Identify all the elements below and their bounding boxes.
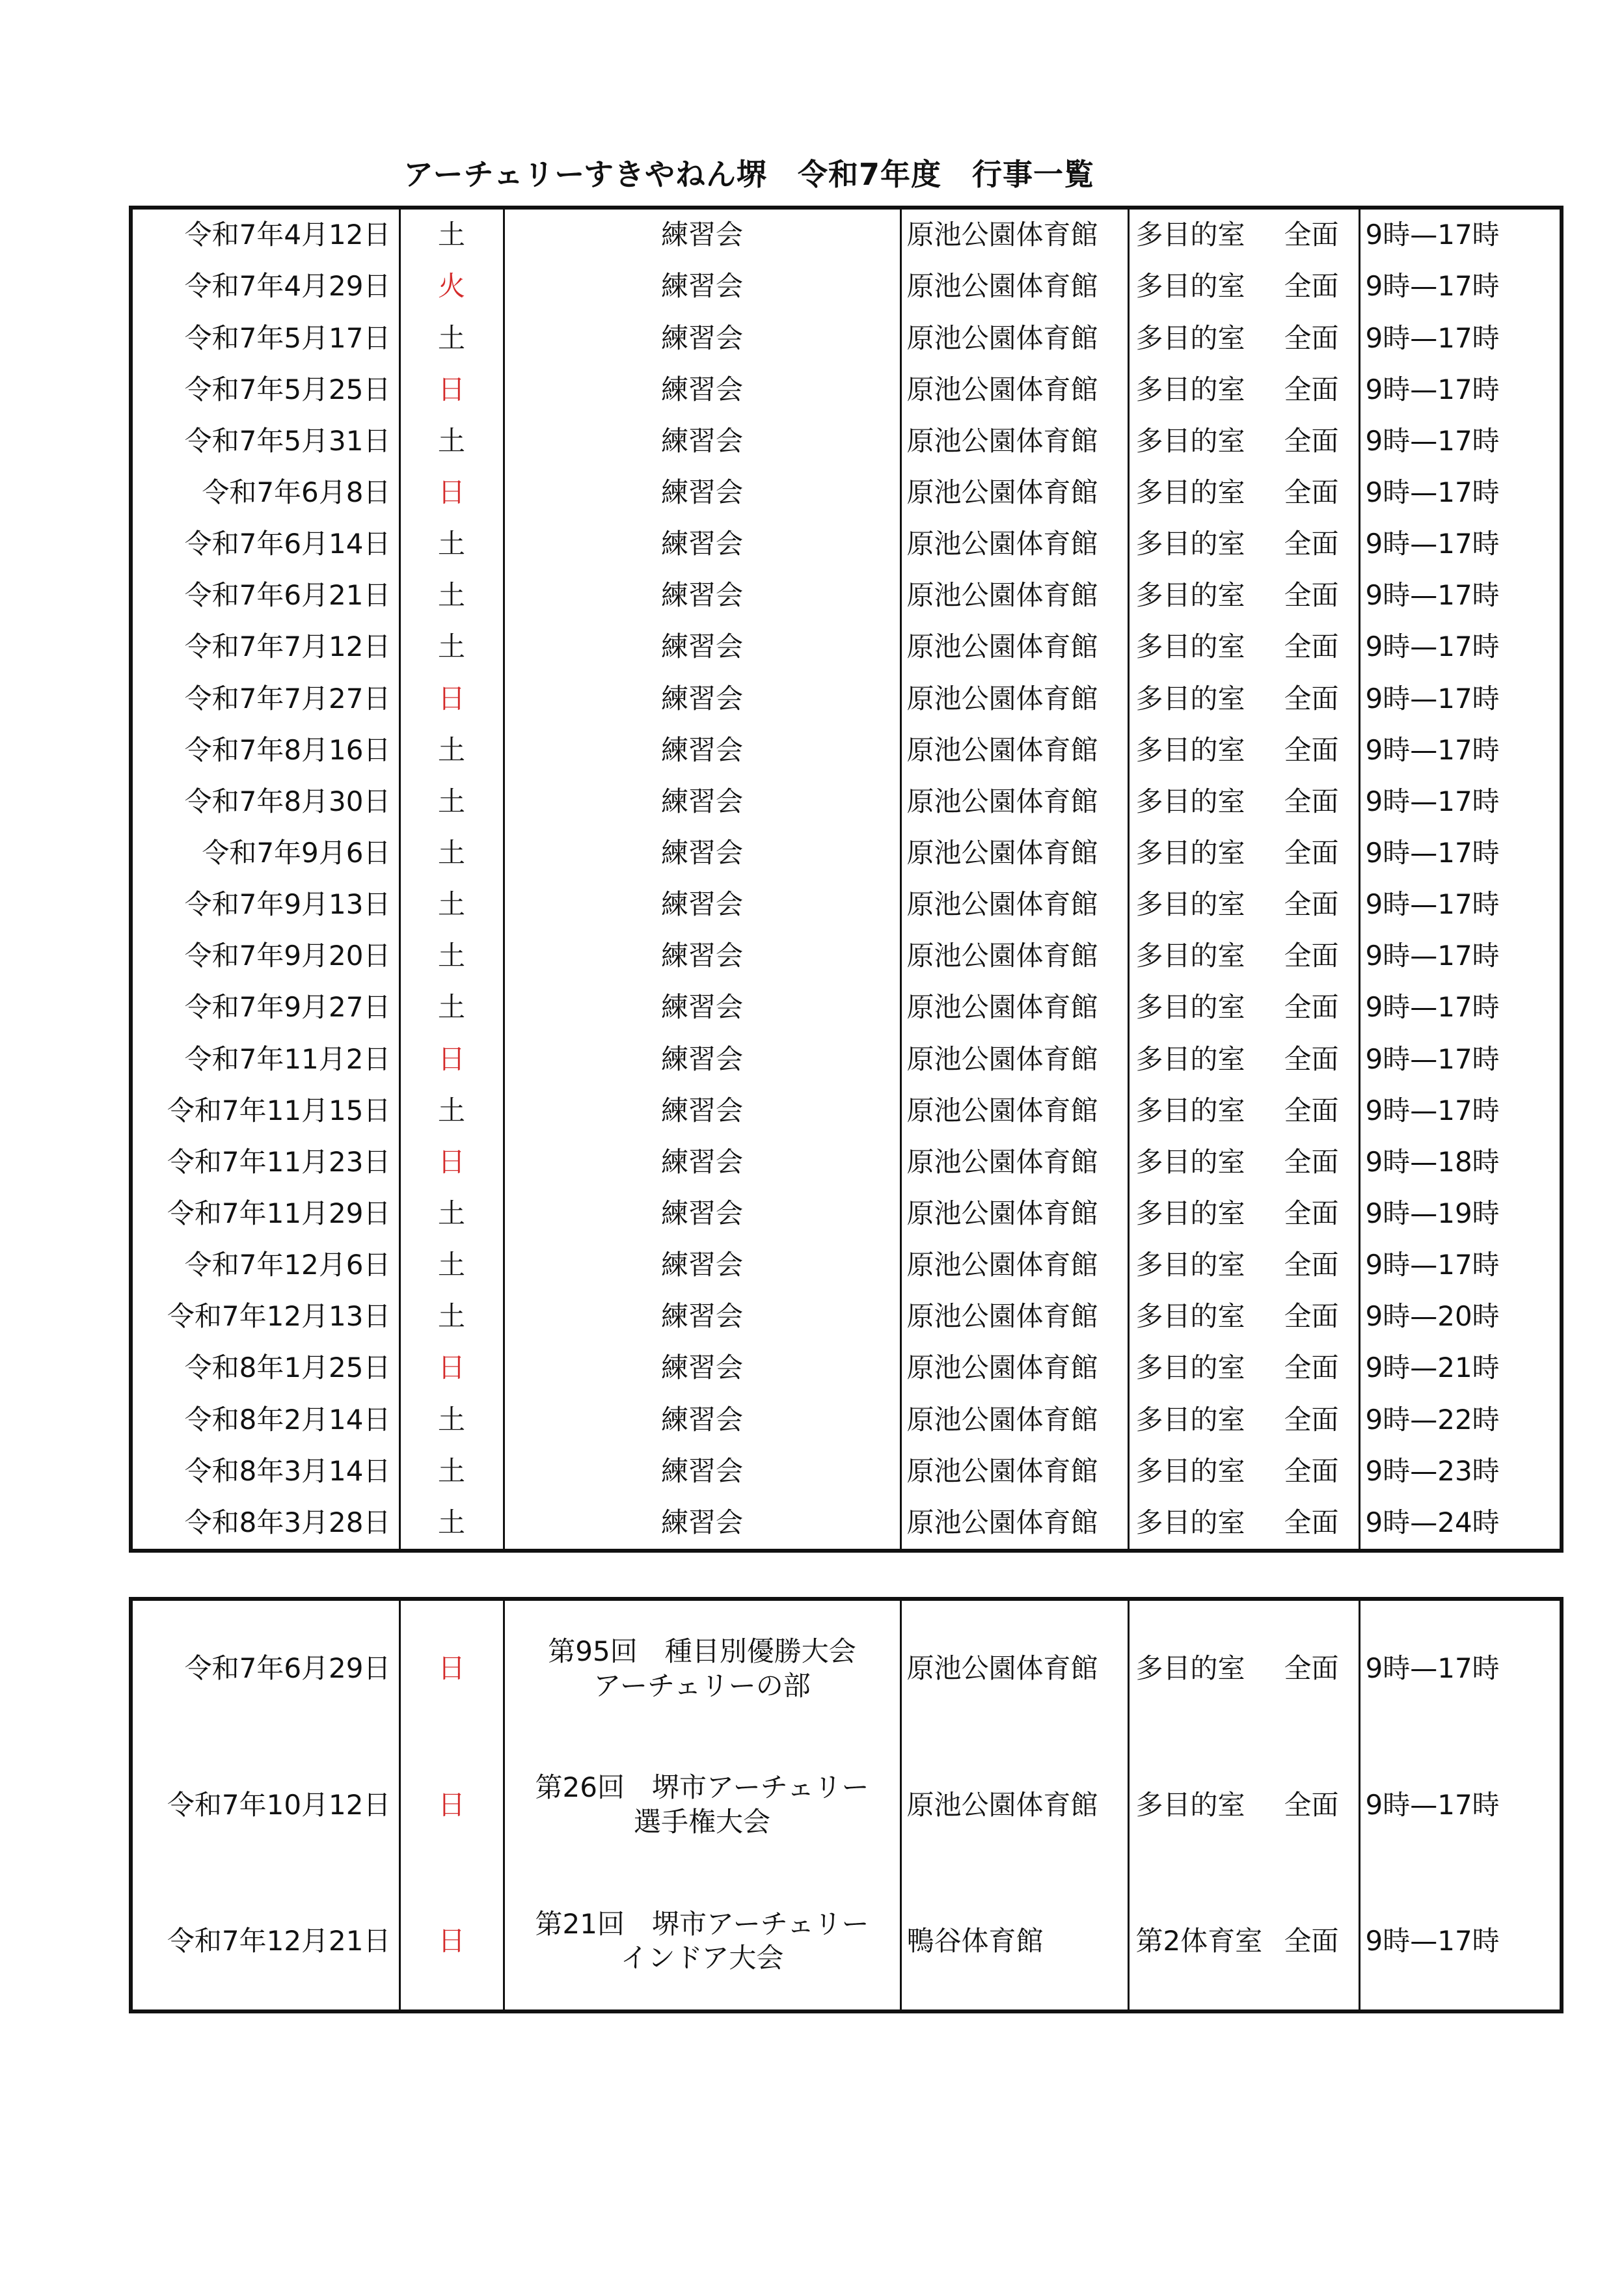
time-cell: 9時—17時 — [1359, 570, 1560, 621]
room-area: 全面 — [1284, 476, 1339, 509]
event-cell: 練習会 — [504, 1445, 900, 1497]
room-area: 全面 — [1284, 270, 1339, 303]
event-cell: 練習会 — [504, 1188, 900, 1240]
event-title-line: 第21回 堺市アーチェリー — [535, 1907, 869, 1940]
room-cell — [1128, 1137, 1359, 1188]
venue-cell: 原池公園体育館 — [900, 1342, 1128, 1394]
event-cell: 練習会 — [504, 210, 900, 261]
table-row — [133, 1291, 1560, 1342]
event-cell: 練習会 — [504, 261, 900, 312]
weekday-cell: 土 — [399, 1497, 504, 1549]
time-cell: 9時—17時 — [1359, 364, 1560, 415]
room-name: 多目的室 — [1135, 321, 1245, 354]
room-name: 多目的室 — [1135, 1454, 1245, 1487]
room-name: 多目的室 — [1135, 1300, 1245, 1333]
room-cell — [1128, 1737, 1359, 1873]
time-cell: 9時—24時 — [1359, 1497, 1560, 1549]
time-cell: 9時—17時 — [1359, 724, 1560, 776]
date-cell: 令和7年11月2日 — [184, 1042, 391, 1075]
venue-cell: 原池公園体育館 — [900, 828, 1128, 879]
table-row — [133, 982, 1560, 1033]
room-name: 多目的室 — [1135, 1352, 1245, 1384]
event-cell: 練習会 — [504, 1240, 900, 1291]
venue-cell: 原池公園体育館 — [900, 467, 1128, 519]
event-title-line: アーチェリーの部 — [593, 1669, 811, 1702]
event-cell: 練習会 — [504, 519, 900, 570]
event-title-line: 選手権大会 — [633, 1805, 770, 1838]
venue-cell: 原池公園体育館 — [900, 210, 1128, 261]
room-name: 多目的室 — [1135, 785, 1245, 817]
venue-cell: 原池公園体育館 — [900, 776, 1128, 828]
weekday-cell: 土 — [399, 570, 504, 621]
date-cell: 令和7年8月16日 — [184, 733, 391, 766]
table-row — [133, 1085, 1560, 1136]
table-row — [133, 1497, 1560, 1549]
venue-cell: 原池公園体育館 — [900, 364, 1128, 415]
room-cell — [1128, 210, 1359, 261]
time-cell: 9時—17時 — [1359, 416, 1560, 467]
room-name: 多目的室 — [1135, 1042, 1245, 1075]
weekday-cell: 日 — [399, 1137, 504, 1188]
room-cell — [1128, 1601, 1359, 1737]
time-cell: 9時—22時 — [1359, 1394, 1560, 1445]
room-name: 多目的室 — [1135, 1403, 1245, 1436]
time-cell: 9時—19時 — [1359, 1188, 1560, 1240]
room-name: 多目的室 — [1135, 424, 1245, 457]
event-cell: 練習会 — [504, 724, 900, 776]
room-name: 多目的室 — [1135, 991, 1245, 1024]
room-area: 全面 — [1284, 991, 1339, 1024]
venue-cell: 原池公園体育館 — [900, 1085, 1128, 1136]
venue-cell: 原池公園体育館 — [900, 931, 1128, 982]
room-cell — [1128, 261, 1359, 312]
room-area: 全面 — [1284, 579, 1339, 612]
room-name: 多目的室 — [1135, 1145, 1245, 1178]
time-cell: 9時—17時 — [1359, 1601, 1560, 1737]
room-area: 全面 — [1284, 1403, 1339, 1436]
practice-schedule-table — [129, 206, 1563, 1553]
room-area: 全面 — [1284, 373, 1339, 405]
room-cell — [1128, 1085, 1359, 1136]
event-cell: 練習会 — [504, 982, 900, 1033]
room-cell — [1128, 621, 1359, 673]
room-name: 多目的室 — [1135, 733, 1245, 766]
room-area: 全面 — [1284, 1788, 1339, 1821]
date-cell: 令和7年12月21日 — [167, 1925, 391, 1957]
room-name: 多目的室 — [1135, 476, 1245, 509]
room-area: 全面 — [1284, 785, 1339, 817]
room-area: 全面 — [1284, 1300, 1339, 1333]
date-cell: 令和7年4月29日 — [184, 270, 391, 303]
table-row — [133, 776, 1560, 828]
room-name: 多目的室 — [1135, 219, 1245, 251]
table-row — [133, 1601, 1560, 1737]
event-cell: 練習会 — [504, 312, 900, 364]
event-cell: 練習会 — [504, 1342, 900, 1394]
event-schedule-table — [129, 1597, 1563, 2013]
venue-cell: 原池公園体育館 — [900, 570, 1128, 621]
room-cell — [1128, 467, 1359, 519]
event-cell: 練習会 — [504, 828, 900, 879]
table-row — [133, 570, 1560, 621]
table-row — [133, 467, 1560, 519]
room-area: 全面 — [1284, 1925, 1339, 1957]
weekday-cell: 土 — [399, 1240, 504, 1291]
date-cell: 令和7年12月13日 — [167, 1300, 391, 1333]
venue-cell: 原池公園体育館 — [900, 1033, 1128, 1085]
venue-cell: 原池公園体育館 — [900, 1737, 1128, 1873]
date-cell: 令和7年12月6日 — [184, 1249, 391, 1281]
weekday-cell: 火 — [399, 261, 504, 312]
weekday-cell: 土 — [399, 621, 504, 673]
time-cell: 9時—17時 — [1359, 1737, 1560, 1873]
room-name: 多目的室 — [1135, 940, 1245, 972]
weekday-cell: 日 — [399, 673, 504, 724]
room-cell — [1128, 1240, 1359, 1291]
table-row — [133, 931, 1560, 982]
room-name: 多目的室 — [1135, 1652, 1245, 1685]
time-cell: 9時—17時 — [1359, 1085, 1560, 1136]
time-cell: 9時—17時 — [1359, 982, 1560, 1033]
weekday-cell: 土 — [399, 931, 504, 982]
weekday-cell: 日 — [399, 1873, 504, 2009]
venue-cell: 原池公園体育館 — [900, 519, 1128, 570]
venue-cell: 鴨谷体育館 — [900, 1873, 1128, 2009]
room-cell — [1128, 312, 1359, 364]
room-cell — [1128, 416, 1359, 467]
time-cell: 9時—21時 — [1359, 1342, 1560, 1394]
time-cell: 9時—17時 — [1359, 210, 1560, 261]
time-cell: 9時—17時 — [1359, 879, 1560, 931]
table-row — [133, 1240, 1560, 1291]
room-name: 多目的室 — [1135, 1506, 1245, 1538]
room-name: 多目的室 — [1135, 682, 1245, 715]
time-cell: 9時—17時 — [1359, 467, 1560, 519]
time-cell: 9時—17時 — [1359, 312, 1560, 364]
room-name: 多目的室 — [1135, 888, 1245, 921]
room-area: 全面 — [1284, 1197, 1339, 1229]
weekday-cell: 日 — [399, 1342, 504, 1394]
table-row — [133, 1342, 1560, 1394]
venue-cell: 原池公園体育館 — [900, 1291, 1128, 1342]
event-cell: 練習会 — [504, 416, 900, 467]
weekday-cell: 土 — [399, 1291, 504, 1342]
time-cell: 9時—17時 — [1359, 828, 1560, 879]
venue-cell: 原池公園体育館 — [900, 1445, 1128, 1497]
time-cell: 9時—20時 — [1359, 1291, 1560, 1342]
time-cell: 9時—23時 — [1359, 1445, 1560, 1497]
room-cell — [1128, 879, 1359, 931]
room-cell — [1128, 570, 1359, 621]
room-cell — [1128, 776, 1359, 828]
event-cell: 練習会 — [504, 621, 900, 673]
weekday-cell: 土 — [399, 1394, 504, 1445]
date-cell: 令和7年7月27日 — [184, 682, 391, 715]
time-cell: 9時—17時 — [1359, 519, 1560, 570]
room-area: 全面 — [1284, 631, 1339, 663]
date-cell: 令和7年6月8日 — [202, 476, 391, 509]
event-cell: 練習会 — [504, 1137, 900, 1188]
event-cell: 練習会 — [504, 1497, 900, 1549]
room-cell — [1128, 1445, 1359, 1497]
date-cell: 令和7年9月6日 — [202, 837, 391, 869]
date-cell: 令和8年2月14日 — [184, 1403, 391, 1436]
room-area: 全面 — [1284, 1042, 1339, 1075]
document-title: アーチェリーすきやねん堺 令和7年度 行事一覧 — [403, 157, 1094, 192]
time-cell: 9時—17時 — [1359, 621, 1560, 673]
venue-cell: 原池公園体育館 — [900, 621, 1128, 673]
date-cell: 令和7年4月12日 — [184, 219, 391, 251]
room-area: 全面 — [1284, 528, 1339, 560]
time-cell: 9時—18時 — [1359, 1137, 1560, 1188]
table-row — [133, 1033, 1560, 1085]
venue-cell: 原池公園体育館 — [900, 416, 1128, 467]
room-name: 多目的室 — [1135, 1788, 1245, 1821]
room-cell — [1128, 519, 1359, 570]
venue-cell: 原池公園体育館 — [900, 1137, 1128, 1188]
venue-cell: 原池公園体育館 — [900, 724, 1128, 776]
room-area: 全面 — [1284, 888, 1339, 921]
room-name: 多目的室 — [1135, 837, 1245, 869]
room-cell — [1128, 931, 1359, 982]
weekday-cell: 土 — [399, 210, 504, 261]
date-cell: 令和7年9月13日 — [184, 888, 391, 921]
weekday-cell: 土 — [399, 312, 504, 364]
room-area: 全面 — [1284, 837, 1339, 869]
weekday-cell: 土 — [399, 724, 504, 776]
event-cell: 練習会 — [504, 570, 900, 621]
date-cell: 令和7年9月20日 — [184, 940, 391, 972]
room-cell — [1128, 673, 1359, 724]
room-name: 多目的室 — [1135, 1197, 1245, 1229]
event-cell: 練習会 — [504, 1085, 900, 1136]
weekday-cell: 日 — [399, 1601, 504, 1737]
room-area: 全面 — [1284, 940, 1339, 972]
table-row — [133, 312, 1560, 364]
weekday-cell: 土 — [399, 416, 504, 467]
table-row — [133, 261, 1560, 312]
room-cell — [1128, 724, 1359, 776]
venue-cell: 原池公園体育館 — [900, 1240, 1128, 1291]
table-row — [133, 1737, 1560, 1873]
room-area: 全面 — [1284, 1506, 1339, 1538]
room-name: 多目的室 — [1135, 579, 1245, 612]
room-cell — [1128, 1394, 1359, 1445]
venue-cell: 原池公園体育館 — [900, 1497, 1128, 1549]
date-cell: 令和7年11月23日 — [167, 1145, 391, 1178]
room-area: 全面 — [1284, 1249, 1339, 1281]
room-name: 第2体育室 — [1135, 1925, 1263, 1957]
time-cell: 9時—17時 — [1359, 261, 1560, 312]
event-cell: 練習会 — [504, 879, 900, 931]
room-name: 多目的室 — [1135, 631, 1245, 663]
venue-cell: 原池公園体育館 — [900, 1601, 1128, 1737]
weekday-cell: 土 — [399, 519, 504, 570]
time-cell: 9時—17時 — [1359, 931, 1560, 982]
date-cell: 令和7年11月15日 — [167, 1094, 391, 1126]
event-title-line: 第95回 種目別優勝大会 — [548, 1635, 856, 1668]
venue-cell: 原池公園体育館 — [900, 982, 1128, 1033]
table-row — [133, 673, 1560, 724]
date-cell: 令和7年10月12日 — [167, 1788, 391, 1821]
table-row — [133, 724, 1560, 776]
table-row — [133, 416, 1560, 467]
date-cell: 令和8年1月25日 — [184, 1352, 391, 1384]
event-title-line: 第26回 堺市アーチェリー — [535, 1771, 869, 1804]
table-row — [133, 879, 1560, 931]
room-area: 全面 — [1284, 424, 1339, 457]
event-cell: 練習会 — [504, 931, 900, 982]
venue-cell: 原池公園体育館 — [900, 1188, 1128, 1240]
room-cell — [1128, 364, 1359, 415]
table-row — [133, 1394, 1560, 1445]
table-row — [133, 210, 1560, 261]
date-cell: 令和7年5月17日 — [184, 321, 391, 354]
room-name: 多目的室 — [1135, 1249, 1245, 1281]
date-cell: 令和8年3月14日 — [184, 1454, 391, 1487]
room-area: 全面 — [1284, 682, 1339, 715]
event-cell: 練習会 — [504, 1033, 900, 1085]
date-cell: 令和7年6月29日 — [184, 1652, 391, 1685]
date-cell: 令和7年6月14日 — [184, 528, 391, 560]
room-area: 全面 — [1284, 1352, 1339, 1384]
time-cell: 9時—17時 — [1359, 673, 1560, 724]
weekday-cell: 土 — [399, 1445, 504, 1497]
room-name: 多目的室 — [1135, 373, 1245, 405]
event-cell — [504, 1601, 900, 1737]
venue-cell: 原池公園体育館 — [900, 261, 1128, 312]
time-cell: 9時—17時 — [1359, 1033, 1560, 1085]
room-cell — [1128, 828, 1359, 879]
time-cell: 9時—17時 — [1359, 1240, 1560, 1291]
date-cell: 令和8年3月28日 — [184, 1506, 391, 1538]
table-row — [133, 519, 1560, 570]
weekday-cell: 日 — [399, 467, 504, 519]
venue-cell: 原池公園体育館 — [900, 673, 1128, 724]
date-cell: 令和7年9月27日 — [184, 991, 391, 1024]
event-cell — [504, 1873, 900, 2009]
room-area: 全面 — [1284, 1652, 1339, 1685]
event-cell: 練習会 — [504, 673, 900, 724]
weekday-cell: 土 — [399, 776, 504, 828]
room-name: 多目的室 — [1135, 1094, 1245, 1126]
date-cell: 令和7年8月30日 — [184, 785, 391, 817]
room-area: 全面 — [1284, 1145, 1339, 1178]
event-title-line: インドア大会 — [620, 1942, 784, 1974]
event-cell: 練習会 — [504, 1394, 900, 1445]
room-area: 全面 — [1284, 1094, 1339, 1126]
date-cell: 令和7年5月31日 — [184, 424, 391, 457]
room-area: 全面 — [1284, 733, 1339, 766]
weekday-cell: 土 — [399, 1188, 504, 1240]
date-cell: 令和7年6月21日 — [184, 579, 391, 612]
event-cell: 練習会 — [504, 364, 900, 415]
date-cell: 令和7年5月25日 — [184, 373, 391, 405]
venue-cell: 原池公園体育館 — [900, 879, 1128, 931]
weekday-cell: 日 — [399, 364, 504, 415]
event-cell: 練習会 — [504, 1291, 900, 1342]
time-cell: 9時—17時 — [1359, 1873, 1560, 2009]
event-cell: 練習会 — [504, 776, 900, 828]
date-cell: 令和7年7月12日 — [184, 631, 391, 663]
time-cell: 9時—17時 — [1359, 776, 1560, 828]
table-row — [133, 1873, 1560, 2009]
table-row — [133, 828, 1560, 879]
room-area: 全面 — [1284, 1454, 1339, 1487]
table-row — [133, 621, 1560, 673]
date-cell: 令和7年11月29日 — [167, 1197, 391, 1229]
room-cell — [1128, 1342, 1359, 1394]
room-cell — [1128, 1291, 1359, 1342]
room-name: 多目的室 — [1135, 528, 1245, 560]
weekday-cell: 土 — [399, 879, 504, 931]
table-row — [133, 1445, 1560, 1497]
venue-cell: 原池公園体育館 — [900, 312, 1128, 364]
event-cell: 練習会 — [504, 467, 900, 519]
room-area: 全面 — [1284, 219, 1339, 251]
weekday-cell: 日 — [399, 1737, 504, 1873]
weekday-cell: 日 — [399, 1033, 504, 1085]
room-cell — [1128, 1873, 1359, 2009]
room-name: 多目的室 — [1135, 270, 1245, 303]
room-cell — [1128, 1188, 1359, 1240]
room-cell — [1128, 982, 1359, 1033]
room-cell — [1128, 1033, 1359, 1085]
table-row — [133, 1188, 1560, 1240]
weekday-cell: 土 — [399, 982, 504, 1033]
room-cell — [1128, 1497, 1359, 1549]
weekday-cell: 土 — [399, 828, 504, 879]
room-area: 全面 — [1284, 321, 1339, 354]
event-cell — [504, 1737, 900, 1873]
table-row — [133, 364, 1560, 415]
weekday-cell: 土 — [399, 1085, 504, 1136]
table-row — [133, 1137, 1560, 1188]
venue-cell: 原池公園体育館 — [900, 1394, 1128, 1445]
